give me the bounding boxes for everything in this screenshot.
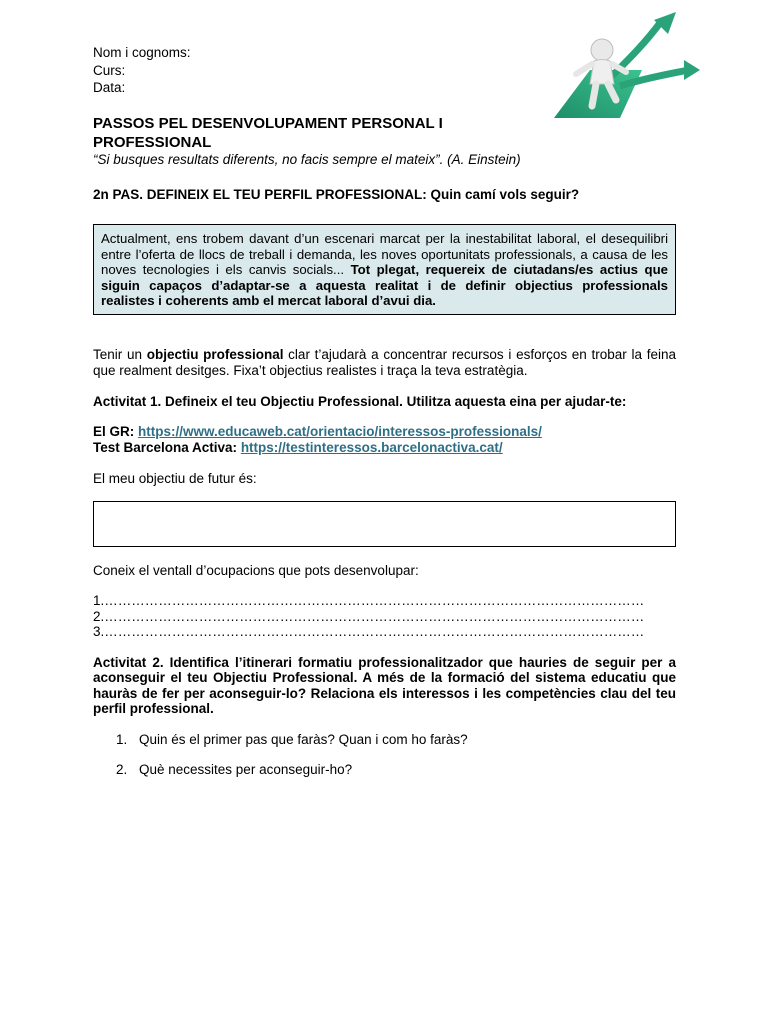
objective-post: clar t’ajudarà a concentrar recursos i esforços en trobar la feina que realment desitges. Fixa’t objectius realistes i traça la teva estratègia.: [93, 347, 677, 378]
occupations-label: Coneix el ventall d’ocupacions que pots desenvolupar:: [93, 563, 419, 578]
objective-pre: Tenir un: [93, 347, 147, 362]
link-row-barcelona: [93, 440, 676, 456]
occupation-line-1[interactable]: 1.…………………………………………………………………………………………………………: [93, 593, 645, 608]
student-header: [93, 44, 191, 97]
question-text: Quin és el primer pas que faràs? Quan i com ho faràs?: [139, 732, 468, 747]
objective-bold: objectiu professional: [146, 347, 284, 362]
occupation-line-3[interactable]: 3.…………………………………………………………………………………………………………: [93, 624, 645, 639]
barcelonactiva-link[interactable]: https://testinteressos.barcelonactiva.cat/: [240, 439, 503, 455]
occupation-lines: [93, 593, 676, 640]
future-objective-answer-box[interactable]: [93, 501, 676, 547]
einstein-quote: “Si busques resultats diferents, no facis sempre el mateix”. (A. Einstein): [93, 152, 521, 167]
activity-2-heading: Activitat 2. Identifica l’itinerari formatiu professionalitzador que hauries de seguir per a aconseguir el teu Objectiu Professional. A més de la formació del sistema educatiu que hauràs de fer per aconseguir-lo? Relaciona els interessos i les competències clau del teu perfil professional.: [93, 655, 676, 716]
intro-box: [93, 224, 676, 315]
future-label: El meu objectiu de futur és:: [93, 471, 257, 486]
question-item-2: [116, 762, 352, 777]
question-number: 1.: [116, 732, 128, 747]
question-number: 2.: [116, 762, 128, 777]
date-label: Data:: [93, 80, 126, 95]
step-heading: 2n PAS. DEFINEIX EL TEU PERFIL PROFESSIONAL: Quin camí vols seguir?: [93, 187, 580, 202]
links-block: [93, 424, 676, 455]
document-title: PASSOS PEL DESENVOLUPAMENT PERSONAL I PROFESSIONAL: [93, 115, 443, 151]
course-label: Curs:: [93, 62, 126, 78]
intro-text: Actualment, ens trobem davant d’un escenari marcat per la inestabilitat laboral, el desequilibri entre l’oferta de llocs de treball i demanda, les noves oportunitats professionals, a causa de les noves tecnologies i els canvis socials...: [101, 231, 668, 277]
objective-paragraph: [93, 347, 676, 378]
name-label: Nom i cognoms:: [93, 45, 191, 60]
question-item-1: [116, 732, 468, 747]
link-gr-label: El GR:: [93, 424, 139, 439]
intro-bold-text: Tot plegat, requereix de ciutadans/es actius que siguin capaços d’adaptar-se a aquesta realitat i de definir objectius professionals realistes i coherents amb el mercat laboral d’avui dia.: [101, 262, 668, 308]
educaweb-link[interactable]: https://www.educaweb.cat/orientacio/interessos-professionals/: [138, 424, 542, 439]
link-barcelona-label: Test Barcelona Activa:: [93, 439, 241, 455]
activity-1-heading: Activitat 1. Defineix el teu Objectiu Professional. Utilitza aquesta eina per ajudar-te:: [93, 394, 627, 409]
link-row-gr: [93, 424, 676, 440]
question-text: Què necessites per aconseguir-ho?: [139, 762, 353, 777]
person-on-arrows-icon: [550, 8, 702, 120]
occupation-line-2[interactable]: 2.…………………………………………………………………………………………………………: [93, 608, 645, 624]
